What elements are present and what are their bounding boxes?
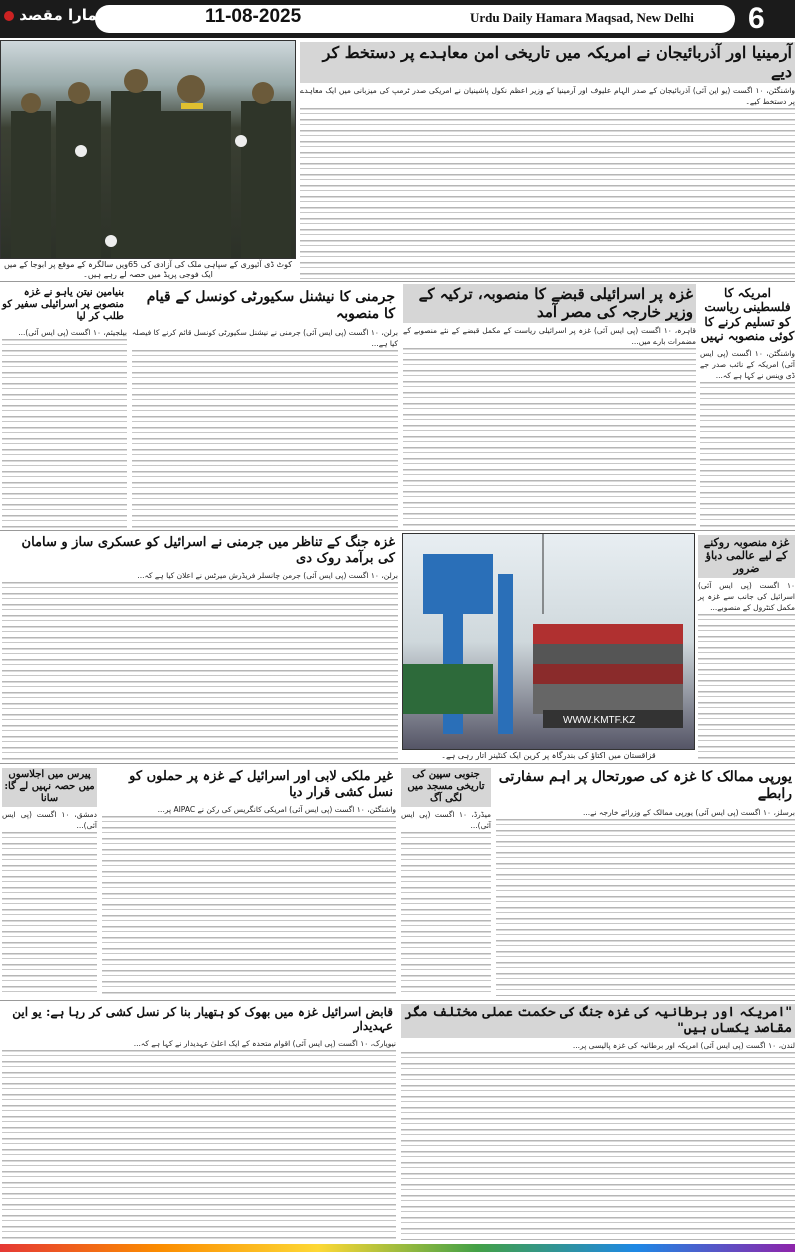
article-body (102, 804, 396, 996)
article-lead: نیویارک، ۱۰ اگست (پی ایس آئی) اقوام متحدہ کے ایک اعلیٰ عہدیدار نے کہا ہے کہ... (133, 1038, 396, 1048)
logo-text: ہمارا مقصد (19, 6, 107, 24)
article-lead: برلن، ۱۰ اگست (پی ایس آئی) جرمن چانسلر فریڈرش میرٹس نے اعلان کیا ہے کہ... (137, 571, 398, 581)
article (698, 535, 795, 760)
article-headline: غزہ جنگ کے تناظر میں جرمنی نے اسرائیل کو عسکری ساز و سامان کی برآمد روک دی (21, 535, 395, 566)
article-lead: قاہرہ، ۱۰ اگست (پی ایس آئی) غزہ پر اسرائیلی ریاست کے مکمل قبضے کے نئے منصوبے کے مضمرات بارے میں... (403, 326, 696, 346)
article (2, 768, 97, 996)
page-number: 6 (748, 2, 765, 35)
article (2, 286, 127, 528)
article-lead: واشنگٹن، ۱۰ اگست (پی ایس آئی) امریکی کانگریس کی رکن نے AIPAC پر... (157, 805, 396, 815)
article-body (2, 327, 127, 528)
article (700, 285, 795, 528)
paper-name: Urdu Daily Hamara Maqsad, New Delhi (470, 10, 694, 25)
article-lead: بیلجیئم، ۱۰ اگست (پی ایس آئی)... (18, 328, 127, 337)
article-lead: میڈرڈ، ۱۰ اگست (پی ایس آئی)... (401, 810, 492, 830)
article-lead: ۱۰ اگست (پی ایس آئی) اسرائیل کی جانب سے غزہ پر مکمل کنٹرول کے منصوبے... (698, 580, 795, 612)
article-headline: قابض اسرائیل غزہ میں بھوک کو ہتھیار بنا کر نسل کشی کر رہا ہے: یو این عہدیدار (12, 1005, 393, 1034)
port-containers-photo (402, 533, 695, 750)
article-body (2, 1038, 396, 1240)
article-body (698, 580, 795, 760)
military-parade-photo (0, 40, 296, 259)
article-body (401, 1040, 795, 1240)
article-body (132, 327, 398, 528)
photo-block (402, 533, 695, 761)
article-body (2, 809, 97, 996)
article-body (300, 85, 795, 279)
article-headline: غزہ پر اسرائیلی قبضے کا منصوبہ، ترکیہ کے وزیر خارجہ کی مصر آمد (403, 284, 696, 323)
article (102, 768, 396, 996)
masthead (0, 0, 795, 38)
article-body (401, 809, 491, 996)
article-body (2, 570, 398, 760)
crane-containers-illustration (403, 534, 695, 746)
article-headline: امریکہ کا فلسطینی ریاست کو تسلیم کرنے کا کوئی منصوبہ نہیں (700, 286, 795, 344)
divider (0, 530, 795, 531)
divider (0, 1000, 795, 1001)
article (496, 768, 795, 996)
article-headline: غزہ منصوبہ روکنے کے لیے عالمی دباؤ ضرور (698, 535, 795, 578)
article-headline: پیرس میں اجلاسوں میں حصہ نہیں لے گا: سانا (2, 768, 97, 807)
article-lead: دمشق، ۱۰ اگست (پی ایس آئی)... (2, 810, 98, 830)
article-body (403, 325, 696, 528)
article-headline: بنیامین نیتن یاہو نے غزہ منصوبے پر اسرائیلی سفیر کو طلب کر لیا (2, 287, 124, 322)
photo-block (0, 40, 296, 280)
soldiers-illustration (1, 41, 296, 259)
article (132, 288, 398, 528)
article (401, 1004, 795, 1240)
article-headline: یورپی ممالک کا غزہ کی صورتحال پر اہم سفارتی رابطے (498, 769, 792, 802)
article-body (700, 348, 795, 528)
article-lead: برسلز، ۱۰ اگست (پی ایس آئی) یورپی ممالک کے وزرائے خارجہ نے... (582, 807, 795, 817)
article (2, 1004, 396, 1240)
footer-color-bar (0, 1244, 795, 1252)
article-headline: آرمینیا اور آذربائیجان نے امریکہ میں تاریخی امن معاہدے پر دستخط کر دیے (300, 42, 795, 83)
article-headline: "امریکہ اور برطانیہ کی غزہ جنگ کی حکمت عملی مختلف مگر مقاصد یکساں ہیں" (401, 1004, 795, 1038)
article-headline: غیر ملکی لابی اور اسرائیل کے غزہ پر حملوں کو نسل کشی قرار دیا (129, 769, 393, 800)
issue-date: 11-08-2025 (205, 6, 302, 27)
article (2, 534, 398, 760)
article-lead: واشنگٹن، ۱۰ اگست (پی ایس آئی) امریکہ کے نائب صدر جے ڈی وینس نے کہا ہے کہ... (700, 348, 795, 380)
article-lead: واشنگٹن، ۱۰ اگست (یو این آئی) آذربائیجان کے صدر الہام علیوف اور آرمینیا کے وزیر اعظم نکول پاشینیان نے امریکی صدر ٹرمپ کی میزبانی میں ایک معاہدے پر دستخط کیے۔ (300, 86, 795, 107)
article (300, 42, 795, 279)
logo-emblem-icon (4, 11, 14, 21)
article-body (496, 807, 795, 996)
divider (0, 763, 795, 764)
article-headline: جرمنی کا نیشنل سکیورٹی کونسل کے قیام کا منصوبہ (146, 289, 395, 322)
article-lead: لندن، ۱۰ اگست (پی ایس آئی) امریکہ اور برطانیہ کی غزہ پالیسی پر... (572, 1041, 795, 1051)
photo-caption: کوٹ ڈی آئیوری کے سپاہی ملک کی آزادی کی 65ویں سالگرہ کے موقع پر ابوجا کے میں ایک فوجی پریڈ میں حصہ لے رہے ہیں۔ (3, 260, 293, 279)
port-sign: WWW.KMTF.KZ (563, 715, 636, 726)
newspaper-logo (4, 6, 106, 24)
article-headline: جنوبی سپین کی تاریخی مسجد میں لگی آگ (401, 768, 491, 807)
article (401, 768, 491, 996)
article-lead: برلن، ۱۰ اگست (پی ایس آئی) جرمنی نے نیشنل سکیورٹی کونسل قائم کرنے کا فیصلہ کیا ہے... (132, 327, 398, 348)
divider (0, 281, 795, 282)
article (403, 284, 696, 528)
photo-caption: قزاقستان میں اکتاؤ کی بندرگاہ پر کرین ایک کنٹینر اتار رہی ہے۔ (441, 751, 656, 760)
